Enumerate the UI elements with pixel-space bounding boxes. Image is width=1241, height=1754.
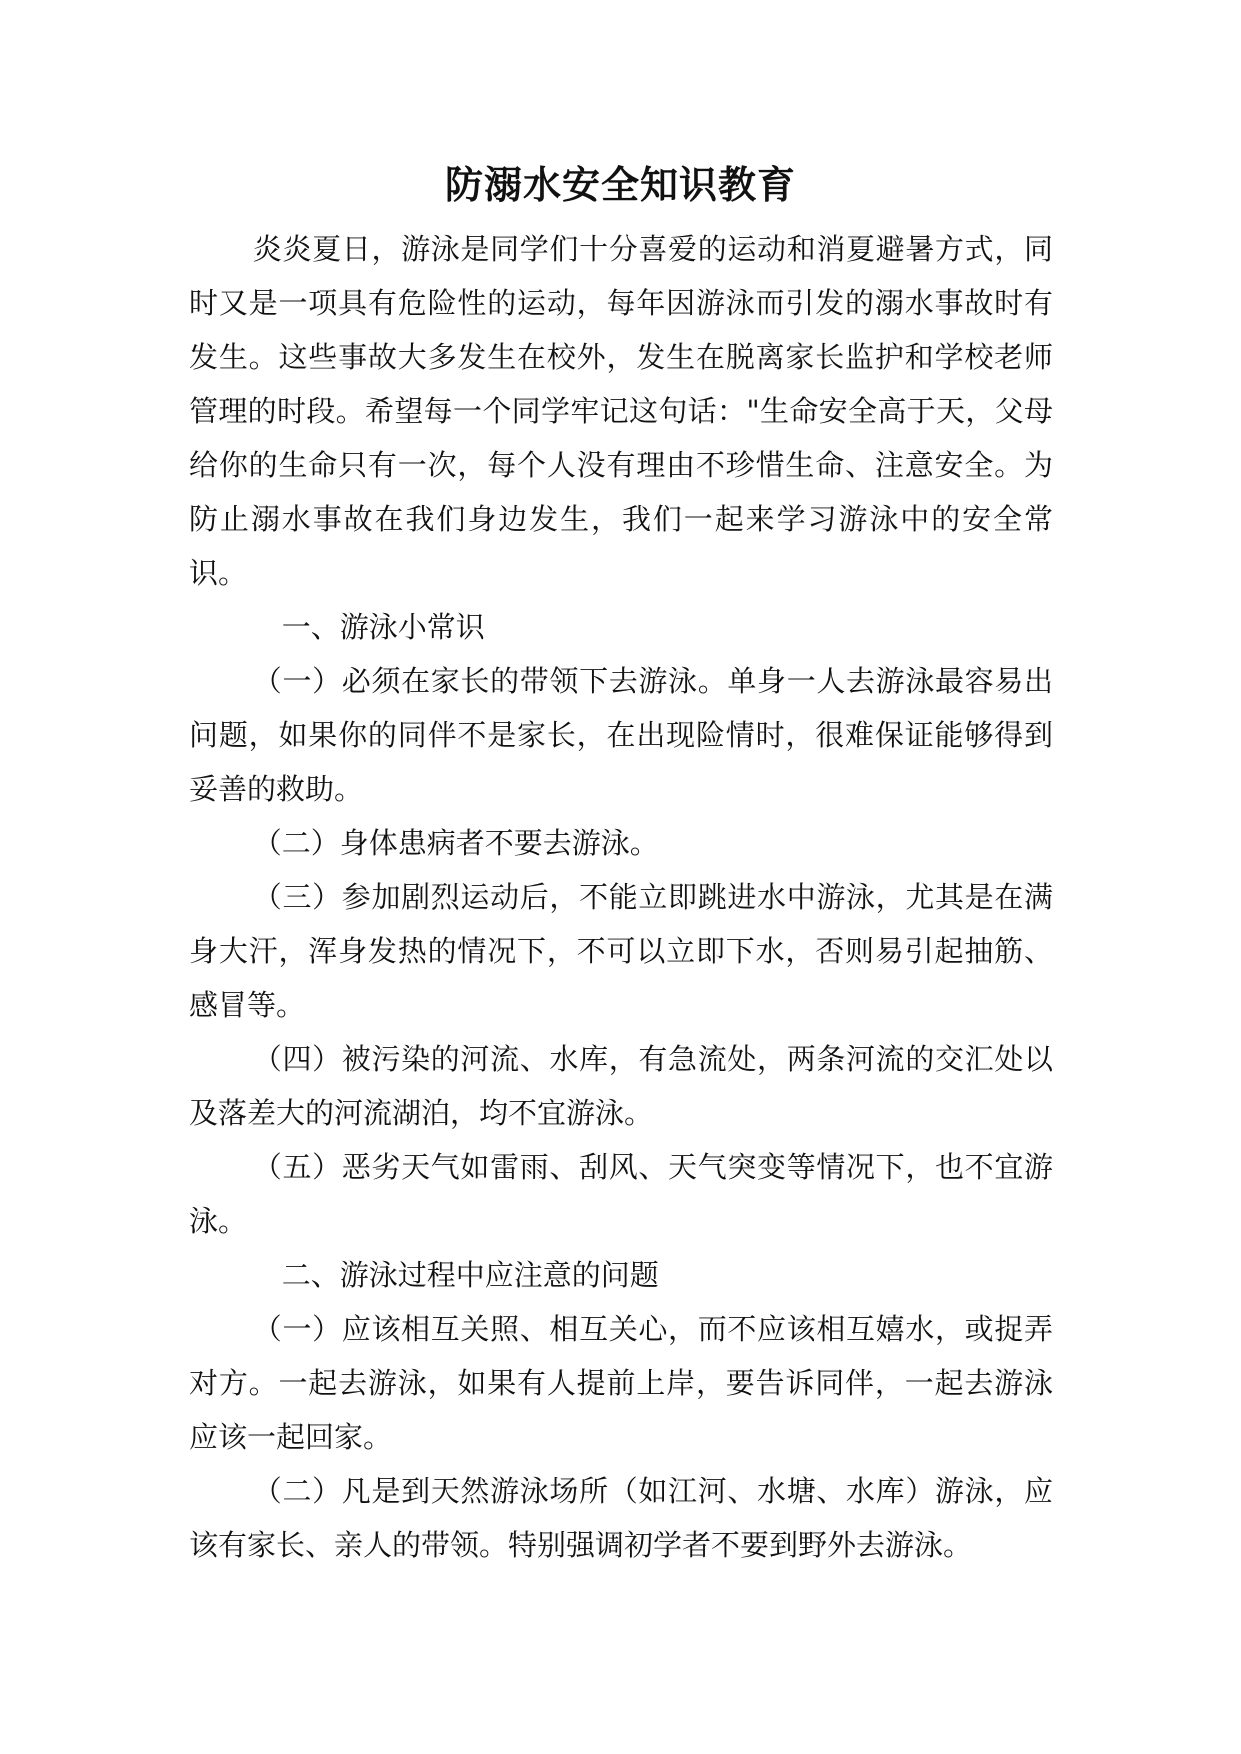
section2-item-1: （一）应该相互关照、相互关心，而不应该相互嬉水，或捉弄对方。一起去游泳，如果有人提前上岸，要告诉同伴，一起去游泳应该一起回家。 xyxy=(189,1312,1053,1454)
section-heading-2: 二、游泳过程中应注意的问题 xyxy=(281,1258,659,1292)
document-title: 防溺水安全知识教育 xyxy=(444,162,796,207)
section2-item-2: （二）凡是到天然游泳场所（如江河、水塘、水库）游泳，应该有家长、亲人的带领。特别强调初学者不要到野外去游泳。 xyxy=(189,1474,1053,1562)
section1-item-2: （二）身体患病者不要去游泳。 xyxy=(252,826,659,860)
section1-item-1: （一）必须在家长的带领下去游泳。单身一人去游泳最容易出问题，如果你的同伴不是家长，在出现险情时，很难保证能够得到妥善的救助。 xyxy=(189,664,1053,806)
section-heading-1: 一、游泳小常识 xyxy=(281,610,485,644)
section1-item-5: （五）恶劣天气如雷雨、刮风、天气突变等情况下，也不宜游泳。 xyxy=(189,1150,1053,1238)
section1-item-4: （四）被污染的河流、水库，有急流处，两条河流的交汇处以及落差大的河流湖泊，均不宜游泳。 xyxy=(189,1042,1053,1130)
intro-paragraph: 炎炎夏日，游泳是同学们十分喜爱的运动和消夏避暑方式，同时又是一项具有危险性的运动，每年因游泳而引发的溺水事故时有发生。这些事故大多发生在校外，发生在脱离家长监护和学校老师管理的时段。希望每一个同学牢记这句话："生命安全高于天，父母给你的生命只有一次，每个人没有理由不珍惜生命、注意安全。为防止溺水事故在我们身边发生，我们一起来学习游泳中的安全常识。 xyxy=(189,232,1053,590)
document-body xyxy=(189,222,1053,1572)
section1-item-3: （三）参加剧烈运动后，不能立即跳进水中游泳，尤其是在满身大汗，浑身发热的情况下，不可以立即下水，否则易引起抽筋、感冒等。 xyxy=(189,880,1053,1022)
